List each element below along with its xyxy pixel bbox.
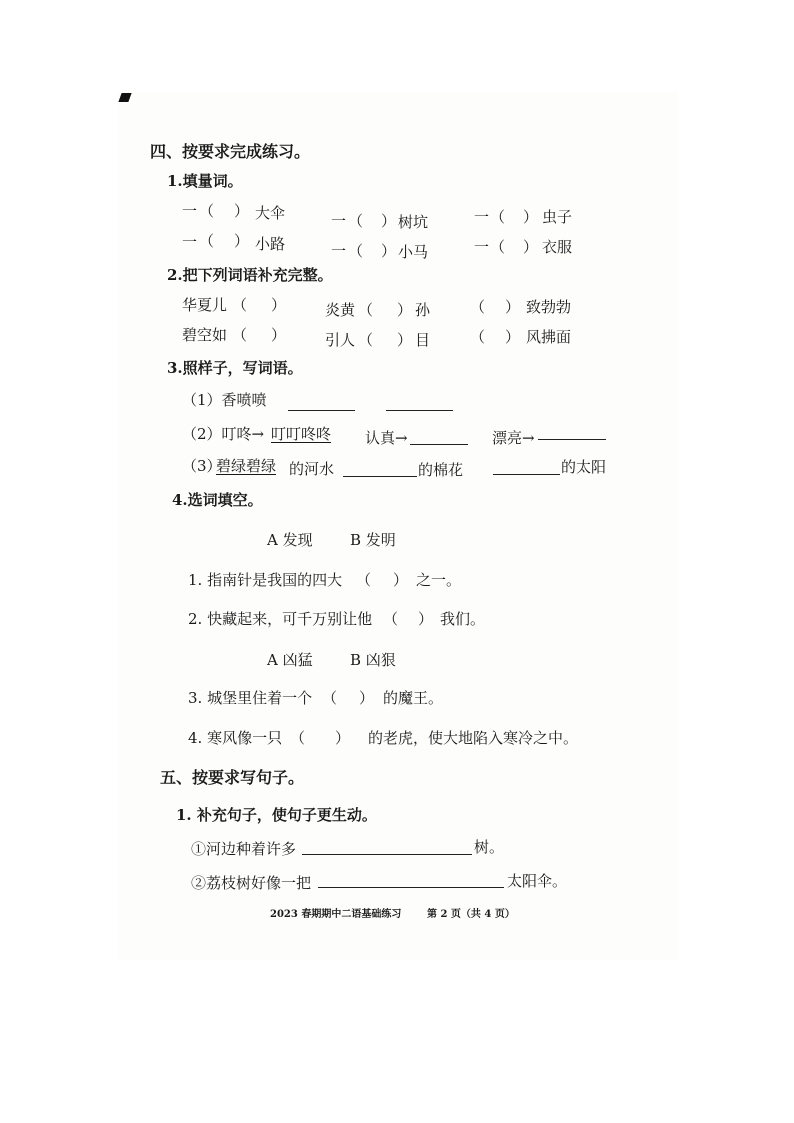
q2-item-3-post: 致勃勃 (526, 298, 572, 316)
q3-row2-blank-3[interactable] (538, 439, 606, 440)
q1-item-1-word: 大伞 (255, 204, 286, 222)
section-5-title: 五、按要求写句子。 (160, 768, 305, 787)
q4-sentence-3-post: 的魔王。 (383, 689, 444, 707)
q2-item-2-pre: 炎黄 (325, 301, 356, 319)
q4-sentence-2-post: 我们。 (440, 610, 486, 628)
q3-row3-suffix-3: 的太阳 (561, 458, 607, 476)
q3-row3-blank-3[interactable] (493, 474, 560, 475)
q1-item-5-blank[interactable]: （ ） (348, 242, 397, 260)
sec5-sentence-1-pre: ①河边种着许多 (191, 840, 297, 858)
q1-item-4-pre: 一 (182, 233, 198, 251)
q1-item-1-pre: 一 (182, 202, 198, 220)
q4-sentence-4-pre: 4. 寒风像一只 (188, 729, 283, 747)
q2-item-4-pre: 碧空如 (182, 326, 228, 344)
q3-row3-label: （3） (182, 457, 222, 475)
q2-item-2-post: 孙 (415, 301, 431, 319)
q2-item-5-pre: 引人 (325, 331, 356, 349)
q2-item-2-blank[interactable]: （ ） (358, 301, 413, 319)
q3-row3-blank-2[interactable] (343, 476, 417, 477)
q3-row1-blank-1[interactable] (288, 410, 355, 411)
footer-exam-name: 2023 春期期中二语基础练习 (270, 909, 402, 920)
q4-sentence-1-post: 之一。 (416, 571, 462, 589)
q4-option-b-1: B 发明 (350, 531, 396, 549)
q1-item-3-pre: 一 (474, 208, 490, 226)
q2-item-4-blank[interactable]: （ ） (232, 326, 287, 344)
q1-item-4-word: 小路 (255, 235, 286, 253)
q4-option-b-2: B 凶狠 (350, 651, 396, 669)
q1-item-2-blank[interactable]: （ ） (348, 212, 397, 230)
q4-option-a-1: A 发现 (267, 531, 313, 549)
q3-row2-word-2: 认真→ (365, 429, 408, 447)
q3-row2-blank-2[interactable] (410, 444, 468, 445)
q1-item-3-blank[interactable]: （ ） (490, 208, 539, 226)
sec5-sentence-1-post: 树。 (474, 838, 505, 856)
sec5-sentence-2-pre: ②荔枝树好像一把 (191, 874, 312, 892)
q3-row3-example: 碧绿碧绿 (216, 457, 277, 475)
q4-sentence-1-pre: 1. 指南针是我国的四大 (188, 571, 343, 589)
q4-sentence-2-pre: 2. 快藏起来，可千万别让他 (188, 610, 373, 628)
q2-item-1-blank[interactable]: （ ） (232, 296, 287, 314)
q3-row1-label: （1）香喷喷 (182, 391, 267, 409)
q3-row3-suffix-1: 的河水 (289, 460, 335, 478)
q2-item-1-pre: 华夏儿 (182, 296, 228, 314)
q4-sentence-1-blank[interactable]: （ ） (356, 571, 409, 589)
q3-title: 3.照样子，写词语。 (167, 359, 303, 377)
q1-item-1-blank[interactable]: （ ） (199, 202, 250, 220)
q3-row2-word-3: 漂亮→ (492, 429, 535, 447)
q2-item-5-blank[interactable]: （ ） (358, 331, 413, 349)
q1-item-6-word: 衣服 (542, 238, 573, 256)
q4-sentence-2-blank[interactable]: （ ） (383, 610, 434, 628)
q1-item-2-word: 树坑 (398, 213, 429, 231)
q2-title: 2.把下列词语补充完整。 (167, 266, 333, 284)
q1-item-3-word: 虫子 (542, 208, 573, 226)
q1-item-5-word: 小马 (398, 243, 429, 261)
sec5-sentence-2-blank[interactable] (318, 887, 504, 888)
q4-option-a-2: A 凶猛 (267, 651, 313, 669)
q3-row1-blank-2[interactable] (386, 410, 453, 411)
q1-item-6-pre: 一 (474, 238, 490, 256)
q2-item-3-blank[interactable]: （ ） (470, 298, 521, 316)
sec5-sentence-1-blank[interactable] (302, 854, 472, 855)
q4-title: 4.选词填空。 (172, 491, 263, 509)
q2-item-5-post: 目 (415, 331, 431, 349)
q2-item-6-blank[interactable]: （ ） (470, 328, 521, 346)
q4-sentence-3-blank[interactable]: （ ） (322, 689, 375, 707)
q4-sentence-3-pre: 3. 城堡里住着一个 (188, 689, 313, 707)
q1-item-5-pre: 一 (331, 242, 347, 260)
q4-sentence-4-blank[interactable]: （ ） (290, 729, 351, 747)
sec5-q1-title: 1. 补充句子，使句子更生动。 (176, 806, 377, 824)
q1-item-2-pre: 一 (331, 212, 347, 230)
q3-row2-example: 叮叮咚咚 (271, 425, 332, 443)
q1-item-6-blank[interactable]: （ ） (490, 238, 539, 256)
q3-row2-label: （2）叮咚→ (182, 425, 265, 443)
q4-sentence-4-post: 的老虎，使大地陷入寒冷之中。 (368, 729, 579, 747)
sec5-sentence-2-post: 太阳伞。 (507, 872, 568, 890)
q1-item-4-blank[interactable]: （ ） (199, 232, 250, 250)
q2-item-6-post: 风拂面 (526, 328, 572, 346)
q1-title: 1.填量词。 (167, 172, 243, 190)
q3-row3-suffix-2: 的棉花 (418, 461, 464, 479)
footer-page-number: 第 2 页（共 4 页） (427, 909, 515, 920)
section-4-title: 四、按要求完成练习。 (150, 142, 311, 161)
